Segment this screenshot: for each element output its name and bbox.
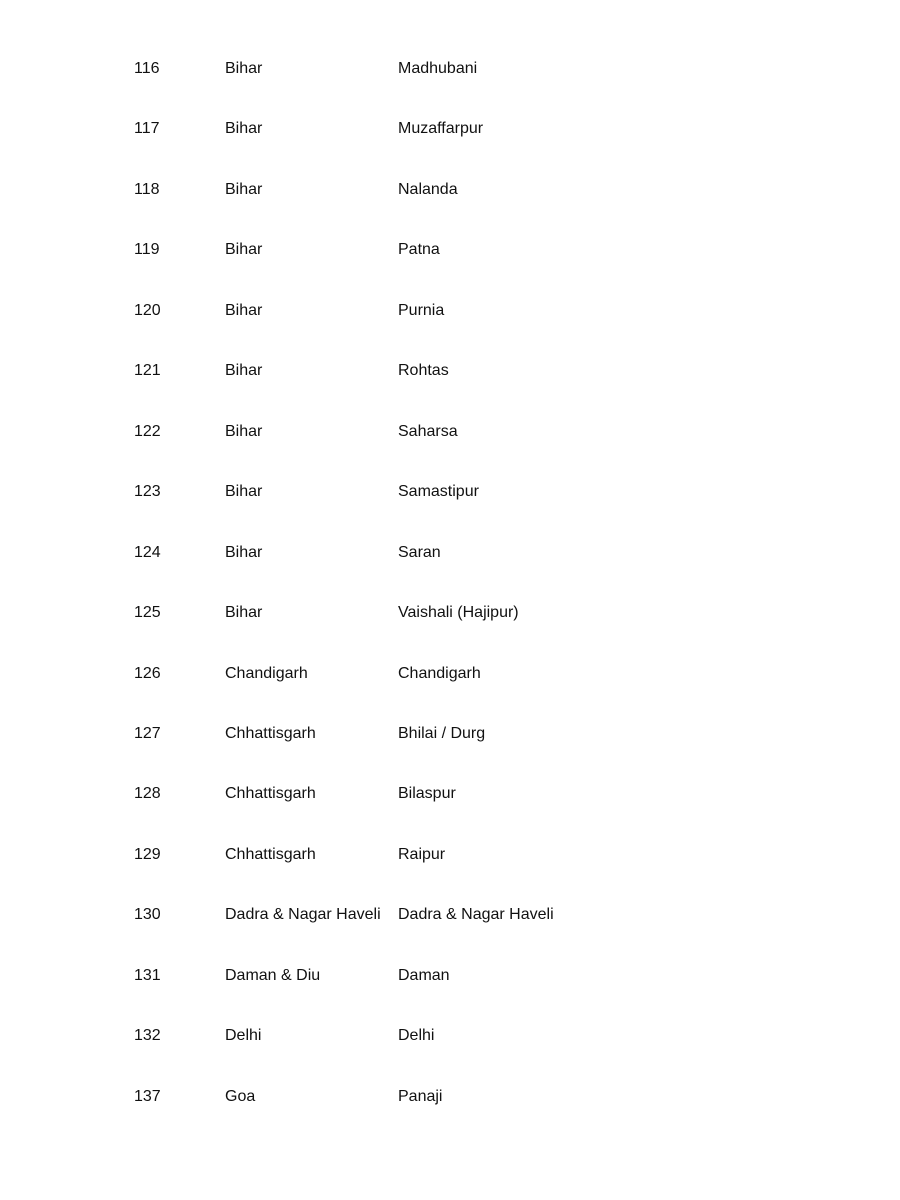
row-number: 131 <box>134 967 161 984</box>
row-number: 121 <box>134 362 161 379</box>
table-row <box>0 541 900 565</box>
table-row <box>0 662 900 686</box>
row-number: 119 <box>134 241 160 258</box>
table-row <box>0 601 900 625</box>
table-row <box>0 178 900 202</box>
city-name: Dadra & Nagar Haveli <box>398 906 554 923</box>
row-number: 129 <box>134 846 161 863</box>
table-row <box>0 903 900 927</box>
city-name: Vaishali (Hajipur) <box>398 604 519 621</box>
row-number: 116 <box>134 60 160 77</box>
table-row <box>0 1024 900 1048</box>
city-name: Purnia <box>398 302 445 319</box>
table-row <box>0 117 900 141</box>
row-number: 137 <box>134 1088 161 1105</box>
row-number: 122 <box>134 423 161 440</box>
state-name: Bihar <box>225 181 263 198</box>
state-name: Bihar <box>225 604 263 621</box>
row-number: 124 <box>134 544 161 561</box>
city-name: Patna <box>398 241 440 258</box>
row-number: 126 <box>134 665 161 682</box>
row-number: 125 <box>134 604 161 621</box>
city-name: Chandigarh <box>398 665 481 682</box>
row-number: 117 <box>134 120 160 137</box>
row-number: 123 <box>134 483 161 500</box>
city-name: Daman <box>398 967 450 984</box>
state-name: Goa <box>225 1088 256 1105</box>
row-number: 130 <box>134 906 161 923</box>
city-name: Saharsa <box>398 423 458 440</box>
state-name: Chhattisgarh <box>225 846 316 863</box>
state-name: Bihar <box>225 302 263 319</box>
table-row <box>0 1085 900 1109</box>
table-row <box>0 480 900 504</box>
table-row <box>0 57 900 81</box>
table-row <box>0 299 900 323</box>
city-name: Nalanda <box>398 181 458 198</box>
row-number: 127 <box>134 725 161 742</box>
row-number: 132 <box>134 1027 161 1044</box>
city-name: Samastipur <box>398 483 479 500</box>
city-name: Raipur <box>398 846 446 863</box>
state-name: Bihar <box>225 423 263 440</box>
table-row <box>0 843 900 867</box>
table-row <box>0 964 900 988</box>
city-name: Delhi <box>398 1027 435 1044</box>
city-name: Madhubani <box>398 60 478 77</box>
city-name: Bhilai / Durg <box>398 725 486 742</box>
row-number: 118 <box>134 181 160 198</box>
state-name: Bihar <box>225 362 263 379</box>
state-name: Chandigarh <box>225 665 308 682</box>
state-name: Bihar <box>225 60 263 77</box>
table-row <box>0 359 900 383</box>
city-name: Rohtas <box>398 362 449 379</box>
table-row <box>0 420 900 444</box>
table-row <box>0 722 900 746</box>
row-number: 120 <box>134 302 161 319</box>
state-name: Bihar <box>225 120 263 137</box>
state-name: Daman & Diu <box>225 967 321 984</box>
state-name: Chhattisgarh <box>225 725 316 742</box>
table-row <box>0 782 900 806</box>
state-name: Bihar <box>225 544 263 561</box>
city-name: Panaji <box>398 1088 443 1105</box>
state-name: Delhi <box>225 1027 262 1044</box>
row-number: 128 <box>134 785 161 802</box>
city-name: Muzaffarpur <box>398 120 484 137</box>
city-name: Saran <box>398 544 441 561</box>
city-name: Bilaspur <box>398 785 456 802</box>
state-name: Dadra & Nagar Haveli <box>225 906 381 923</box>
state-name: Chhattisgarh <box>225 785 316 802</box>
table-row <box>0 238 900 262</box>
state-name: Bihar <box>225 483 263 500</box>
state-name: Bihar <box>225 241 263 258</box>
